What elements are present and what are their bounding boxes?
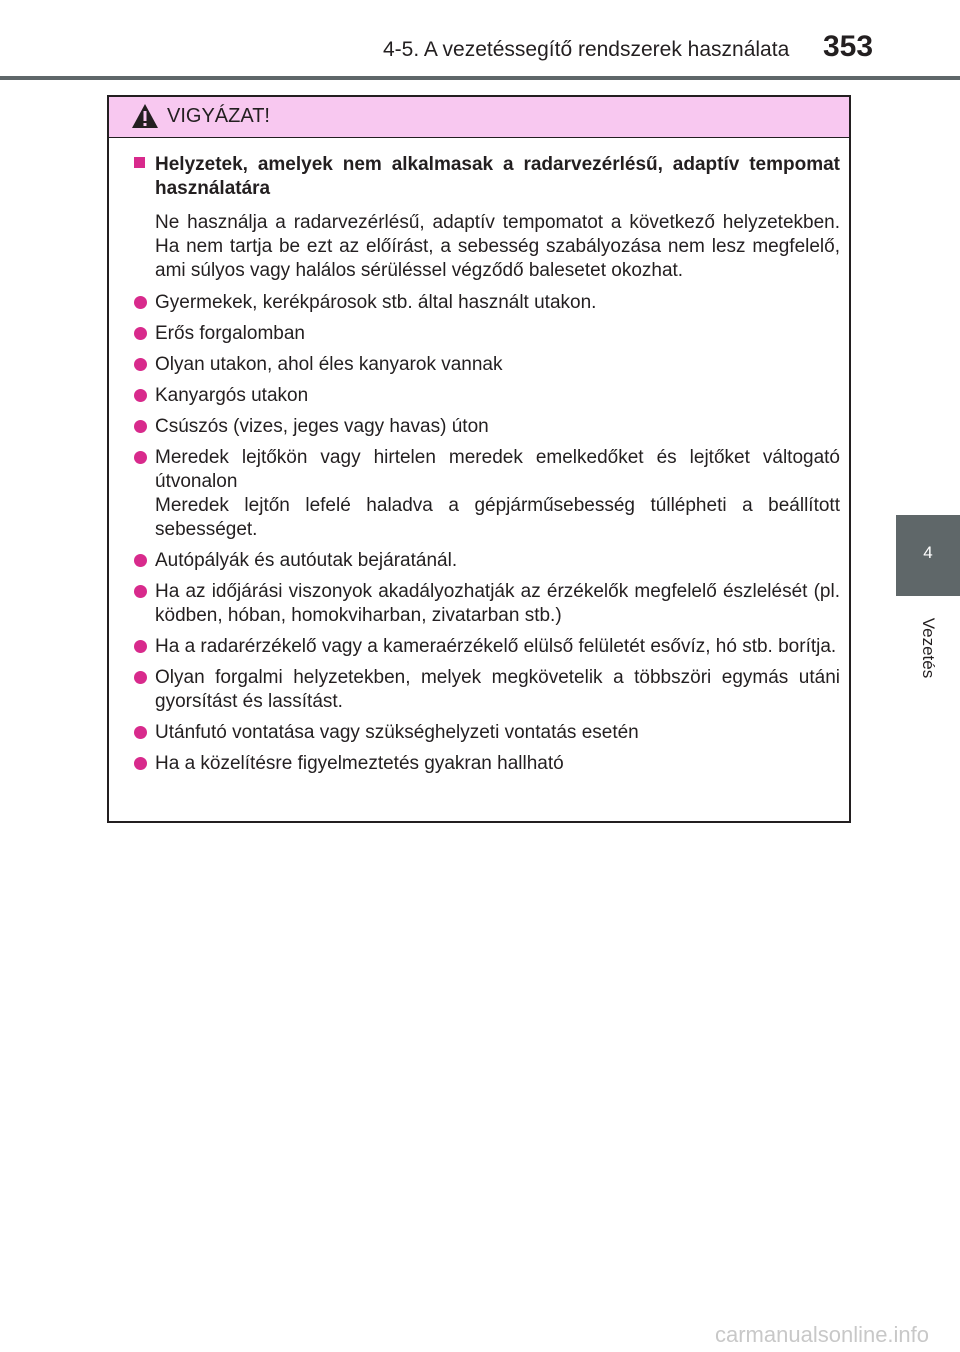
page-number: 353 <box>823 30 874 63</box>
situation-list <box>130 291 840 776</box>
circle-bullet-icon <box>134 757 147 770</box>
list-item: Autópályák és autóutak bejáratánál. <box>130 549 840 573</box>
intro-paragraph: Ne használja a radarvezérlésű, adaptív tempomatot a következő helyzetekben. Ha nem tartja be ezt az előírást, a sebesség szabályozása nem lesz megfelelő, ami súlyos vagy halálos sérüléssel végződő balesetet okozhat. <box>155 212 840 281</box>
list-item: Csúszós (vizes, jeges vagy havas) úton <box>130 415 840 439</box>
circle-bullet-icon <box>134 296 147 309</box>
circle-bullet-icon <box>134 671 147 684</box>
chapter-tab <box>896 515 960 596</box>
chapter-label-text: Vezetés <box>919 617 938 679</box>
list-item: Kanyargós utakon <box>130 384 840 408</box>
circle-bullet-icon <box>134 585 147 598</box>
circle-bullet-icon <box>134 389 147 402</box>
circle-bullet-icon <box>134 358 147 371</box>
circle-bullet-icon <box>134 451 147 464</box>
warning-title: VIGYÁZAT! <box>167 105 270 127</box>
list-item: Ha az időjárási viszonyok akadályozhatják az érzékelők megfelelő észlelését (pl. ködben, hóban, homokviharban, zivatarban stb.) <box>130 580 840 628</box>
chapter-label <box>896 600 960 696</box>
list-item: Meredek lejtőkön vagy hirtelen meredek emelkedőket és lejtőket váltogató útvonalon Meredek lejtőn lefelé haladva a gépjárműsebesség túllépheti a beállított sebességet. <box>130 446 840 542</box>
circle-bullet-icon <box>134 640 147 653</box>
header-divider <box>0 76 960 80</box>
list-item-note: Meredek lejtőn lefelé haladva a gépjárműsebesség túllépheti a beállított sebességet. <box>155 495 840 540</box>
warning-triangle-icon <box>131 103 159 129</box>
section-heading-text: Helyzetek, amelyek nem alkalmasak a radarvezérlésű, adaptív tempomat használatára <box>155 154 840 199</box>
circle-bullet-icon <box>134 726 147 739</box>
list-item: Ha a közelítésre figyelmeztetés gyakran hallható <box>130 752 840 776</box>
warning-box <box>107 95 851 823</box>
list-item: Erős forgalomban <box>130 322 840 346</box>
list-item: Gyermekek, kerékpárosok stb. által használt utakon. <box>130 291 840 315</box>
square-bullet-icon <box>134 157 145 168</box>
list-item: Utánfutó vontatása vagy szükséghelyzeti vontatás esetén <box>130 721 840 745</box>
list-item: Olyan utakon, ahol éles kanyarok vannak <box>130 353 840 377</box>
list-item: Ha a radarérzékelő vagy a kameraérzékelő elülső felületét esővíz, hó stb. borítja. <box>130 635 840 659</box>
warning-body <box>109 137 849 783</box>
header-section-title: 4-5. A vezetéssegítő rendszerek használata <box>383 38 790 61</box>
circle-bullet-icon <box>134 420 147 433</box>
circle-bullet-icon <box>134 554 147 567</box>
list-item: Olyan forgalmi helyzetekben, melyek megkövetelik a többszöri egymás utáni gyorsítást és lassítást. <box>130 666 840 714</box>
circle-bullet-icon <box>134 327 147 340</box>
chapter-number: 4 <box>923 543 933 562</box>
watermark-logo[interactable]: carmanualsonline.info <box>715 1322 930 1347</box>
warning-header <box>109 97 849 138</box>
section-heading <box>130 153 840 201</box>
